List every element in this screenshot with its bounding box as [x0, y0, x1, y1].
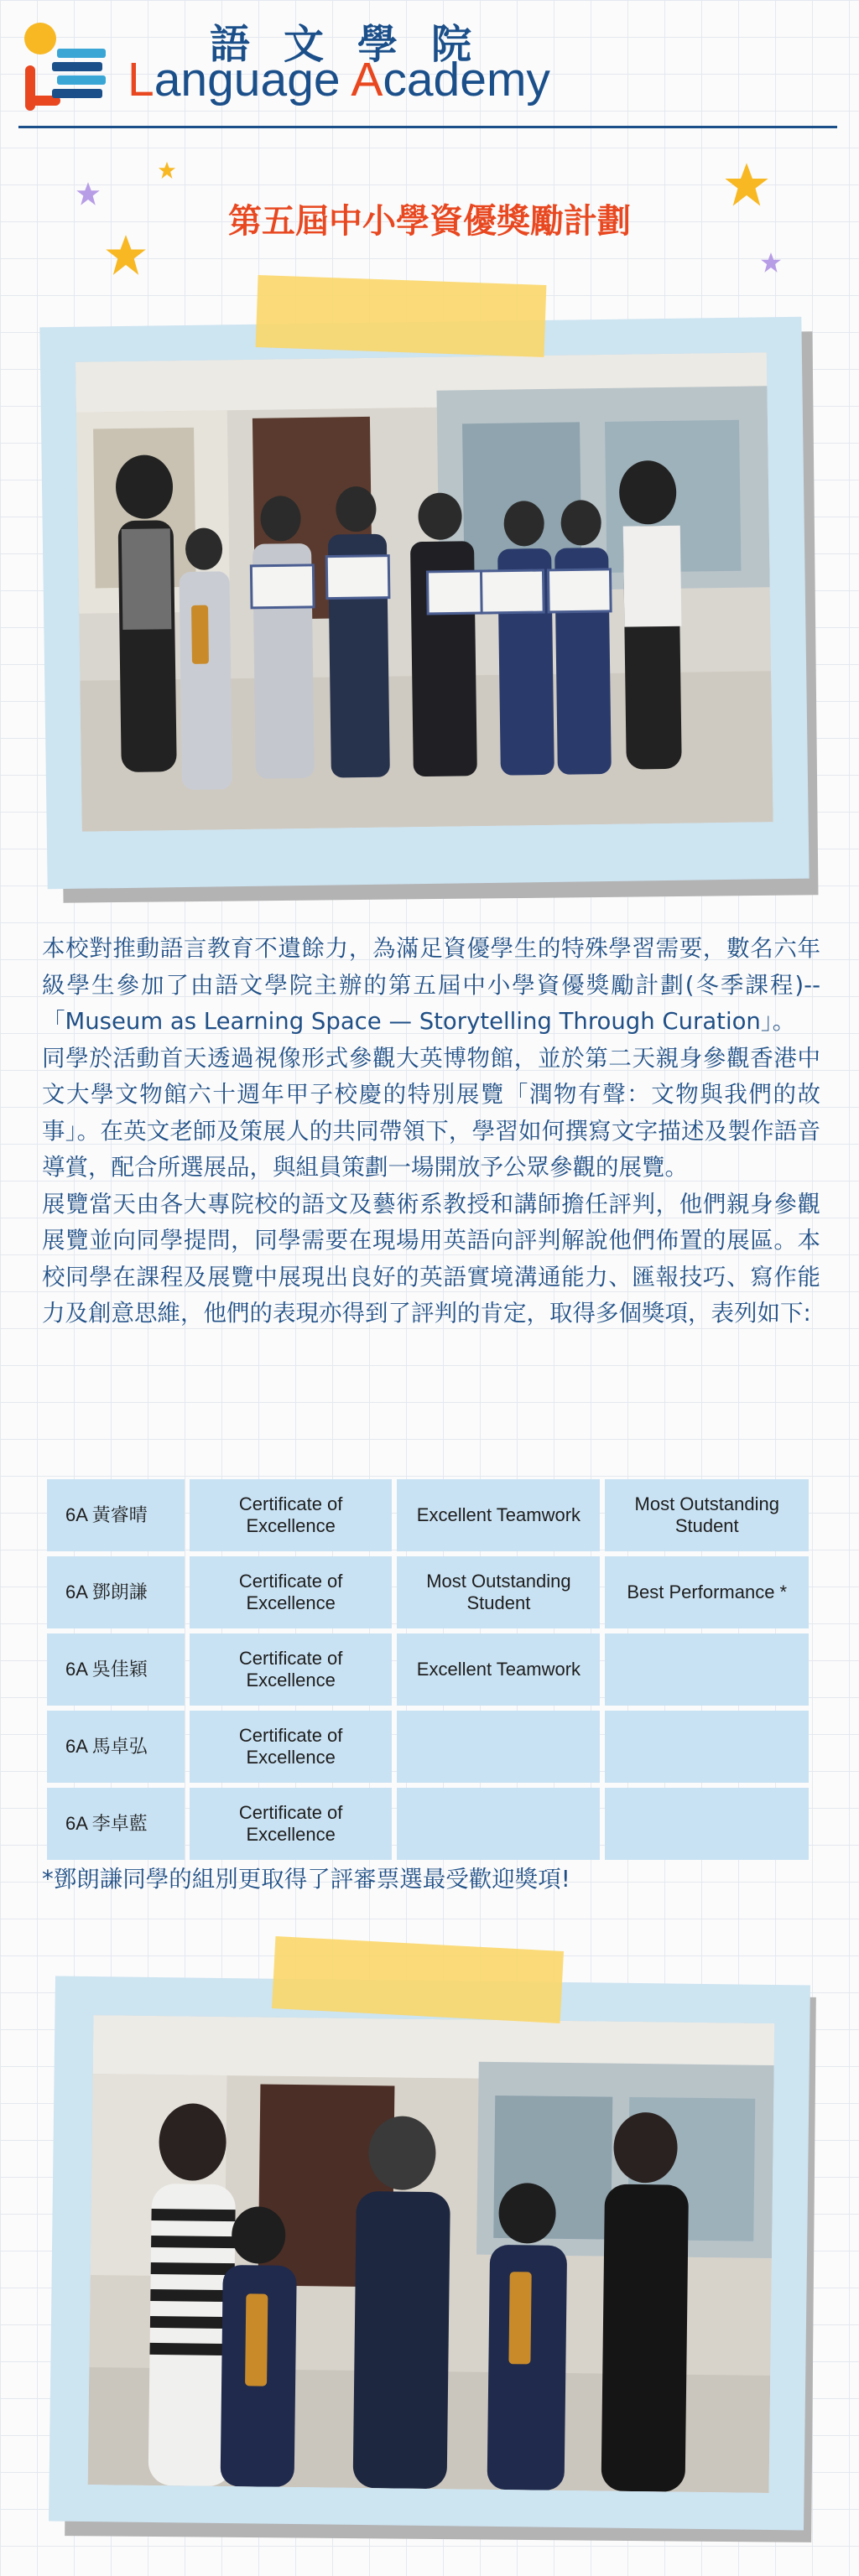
star-icon	[760, 252, 782, 273]
winners-photo-illustration	[88, 2015, 775, 2493]
academy-logo-icon	[18, 18, 111, 111]
photo-frame-bottom	[49, 1976, 810, 2531]
student-name: 6A 吳佳穎	[47, 1633, 185, 1706]
award-cell	[605, 1788, 809, 1860]
award-cell: Certificate of Excellence	[190, 1479, 392, 1551]
awards-table	[42, 1474, 814, 1865]
table-row	[47, 1633, 809, 1706]
photo-frame-top	[39, 317, 809, 890]
group-photo-illustration	[75, 352, 773, 831]
award-cell: Certificate of Excellence	[190, 1633, 392, 1706]
student-name: 6A 鄧朗謙	[47, 1556, 185, 1628]
logo-english-name	[128, 52, 550, 107]
star-icon	[158, 161, 176, 179]
article-body	[42, 931, 820, 1332]
tape-decoration	[272, 1936, 564, 2023]
award-cell: Excellent Teamwork	[397, 1633, 600, 1706]
tape-decoration	[256, 275, 547, 357]
logo-text-cademy: cademy	[383, 53, 550, 106]
award-cell	[605, 1711, 809, 1783]
paragraph-intro: 本校對推動語言教育不遺餘力，為滿足資優學生的特殊學習需要，數名六年級學生參加了由語文學院主辦的第五屆中小學資優獎勵計劃(冬季課程)--「Museum as Learning Space — Storytelling Through Curation」。	[42, 935, 820, 1035]
group-award-photo	[75, 352, 773, 831]
paragraph-activity: 同學於活動首天透過視像形式參觀大英博物館，並於第二天親身參觀香港中文大學文物館六十週年甲子校慶的特別展覽「潤物有聲：文物與我們的故事」。在英文老師及策展人的共同帶領下，學習如何撰寫文字描述及製作語音導賞，配合所選展品，與組員策劃一場開放予公眾參觀的展覽。	[42, 1044, 820, 1181]
award-cell: Best Performance *	[605, 1556, 809, 1628]
award-winners-photo	[88, 2015, 775, 2493]
logo-chinese-name: 語文學院	[210, 21, 506, 68]
award-cell: Excellent Teamwork	[397, 1479, 600, 1551]
award-cell	[397, 1711, 600, 1783]
award-cell	[605, 1633, 809, 1706]
footnote: *鄧朗謙同學的組別更取得了評審票選最受歡迎獎項!	[42, 1866, 570, 1893]
student-name: 6A 馬卓弘	[47, 1711, 185, 1783]
table-row	[47, 1479, 809, 1551]
logo-text-anguage: anguage	[154, 53, 351, 106]
student-name: 6A 黃睿晴	[47, 1479, 185, 1551]
award-cell: Most Outstanding Student	[397, 1556, 600, 1628]
page-title: 第五屆中小學資優獎勵計劃	[228, 202, 631, 241]
award-cell	[397, 1788, 600, 1860]
award-cell: Most Outstanding Student	[605, 1479, 809, 1551]
logo-letter-l: L	[128, 53, 154, 106]
table-row	[47, 1711, 809, 1783]
logo-letter-a: A	[351, 53, 383, 106]
student-name: 6A 李卓藍	[47, 1788, 185, 1860]
award-cell: Certificate of Excellence	[190, 1788, 392, 1860]
award-cell: Certificate of Excellence	[190, 1711, 392, 1783]
paragraph-results: 展覽當天由各大專院校的語文及藝術系教授和講師擔任評判，他們親身參觀展覽並向同學提問，同學需要在現場用英語向評判解說他們佈置的展區。本校同學在課程及展覽中展現出良好的英語實境溝通能力、匯報技巧、寫作能力及創意思維，他們的表現亦得到了評判的肯定，取得多個獎項，表列如下:	[42, 1190, 820, 1327]
table-row	[47, 1788, 809, 1860]
table-row	[47, 1556, 809, 1628]
header-divider	[18, 126, 837, 128]
award-cell: Certificate of Excellence	[190, 1556, 392, 1628]
